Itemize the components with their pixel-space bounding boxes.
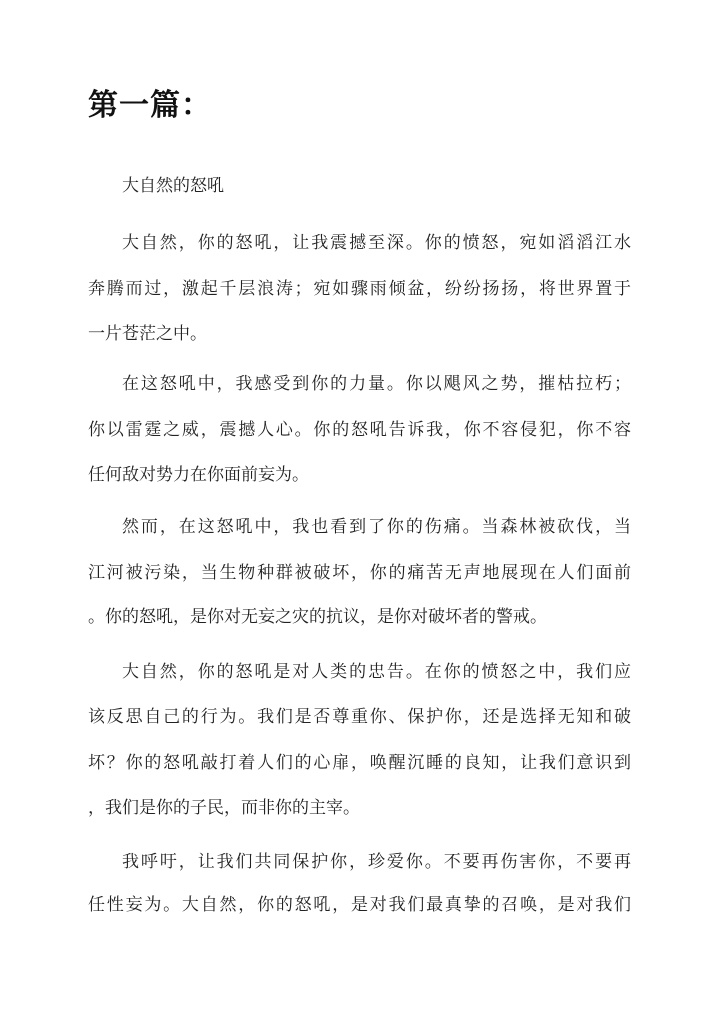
paragraph-line: 该反思自己的行为。我们是否尊重你、保护你，还是选择无知和破 bbox=[88, 707, 631, 727]
paragraph-line: 我呼吁，让我们共同保护你，珍爱你。不要再伤害你，不要再 bbox=[122, 852, 631, 872]
paragraph-line: 大自然，你的怒吼是对人类的忠告。在你的愤怒之中，我们应 bbox=[122, 662, 631, 682]
paragraph-line: 在这怒吼中，我感受到你的力量。你以飓风之势，摧枯拉朽； bbox=[122, 374, 631, 394]
paragraph-line: 你以雷霆之威，震撼人心。你的怒吼告诉我，你不容侵犯，你不容 bbox=[88, 420, 631, 440]
paragraph-line: 奔腾而过，激起千层浪涛；宛如骤雨倾盆，纷纷扬扬，将世界置于 bbox=[88, 279, 631, 299]
paragraph-line: 江河被污染，当生物种群被破坏，你的痛苦无声地展现在人们面前 bbox=[88, 563, 631, 583]
paragraph-line: 任性妄为。大自然，你的怒吼，是对我们最真挚的召唤，是对我们 bbox=[88, 895, 631, 915]
paragraph-line: 任何敌对势力在你面前妄为。 bbox=[88, 465, 309, 485]
document-heading: 第一篇： bbox=[88, 88, 212, 123]
paragraph-line: 一片苍茫之中。 bbox=[88, 324, 207, 344]
paragraph-line: 大自然，你的怒吼，让我震撼至深。你的愤怒，宛如滔滔江水 bbox=[122, 233, 631, 253]
document-subtitle: 大自然的怒吼 bbox=[122, 176, 224, 196]
paragraph-line: 。你的怒吼，是你对无妄之灾的抗议，是你对破坏者的警戒。 bbox=[88, 607, 547, 627]
paragraph-line: 然而，在这怒吼中，我也看到了你的伤痛。当森林被砍伐，当 bbox=[122, 517, 631, 537]
paragraph-line: 坏？你的怒吼敲打着人们的心扉，唤醒沉睡的良知，让我们意识到 bbox=[88, 753, 631, 773]
paragraph-line: ，我们是你的子民，而非你的主宰。 bbox=[88, 798, 360, 818]
